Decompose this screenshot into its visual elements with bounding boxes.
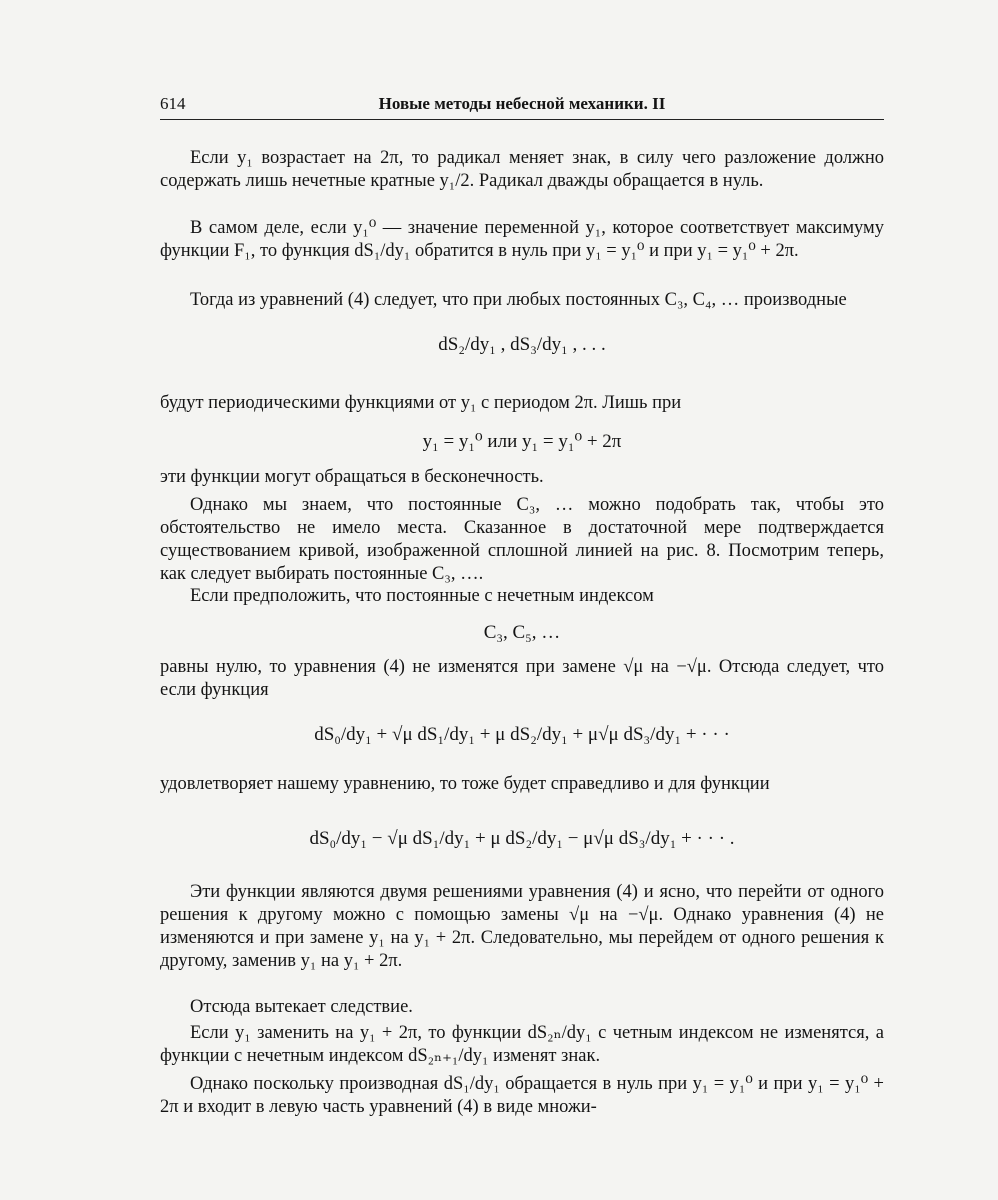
paragraph-9: удовлетворяет нашему уравнению, то тоже будет справедливо и для функции xyxy=(160,774,770,794)
paragraph-3: Тогда из уравнений (4) следует, что при любых постоянных C₃, C₄, … производные xyxy=(190,290,847,310)
paragraph-1: Если y₁ возрастает на 2π, то радикал меняет знак, в силу чего разложение должно содержать лишь нечетные кратные y₁/2. Радикал дважды обращается в нуль. xyxy=(160,148,884,191)
paragraph-13: Однако поскольку производная dS₁/dy₁ обращается в нуль при y₁ = y₁⁰ и при y₁ = y₁⁰ + 2π и входит в левую часть уравнений (4) в виде множи- xyxy=(160,1074,884,1117)
header-rule xyxy=(160,119,884,120)
formula-derivatives: dS₂/dy₁ , dS₃/dy₁ , . . . xyxy=(438,334,606,355)
page-number: 614 xyxy=(160,94,186,113)
paragraph-6: Однако мы знаем, что постоянные C₃, … можно подобрать так, чтобы это обстоятельство не имело места. Сказанное в достаточной мере подтверждается существованием кривой, изображенной сплошной линией на рис. 8. Посмотрим теперь, как следует выбирать постоянные C₃, …. xyxy=(160,495,884,584)
formula-series-plus: dS₀/dy₁ + √μ dS₁/dy₁ + μ dS₂/dy₁ + μ√μ dS₃/dy₁ + · · · xyxy=(314,724,730,745)
running-title: Новые методы небесной механики. II xyxy=(378,94,666,113)
formula-odd-constants: C₃, C₅, … xyxy=(483,622,561,643)
paragraph-11: Отсюда вытекает следствие. xyxy=(190,997,413,1017)
paragraph-5: эти функции могут обращаться в бесконечность. xyxy=(160,467,544,487)
running-header xyxy=(160,94,884,116)
paragraph-8: равны нулю, то уравнения (4) не изменятся при замене √μ на −√μ. Отсюда следует, что если функция xyxy=(160,657,884,700)
formula-singular-points: y₁ = y₁⁰ или y₁ = y₁⁰ + 2π xyxy=(422,431,622,452)
paragraph-7: Если предположить, что постоянные с нечетным индексом xyxy=(190,586,654,606)
formula-series-minus: dS₀/dy₁ − √μ dS₁/dy₁ + μ dS₂/dy₁ − μ√μ dS₃/dy₁ + · · · . xyxy=(309,828,735,849)
paragraph-4: будут периодическими функциями от y₁ с периодом 2π. Лишь при xyxy=(160,393,682,413)
paragraph-2: В самом деле, если y₁⁰ — значение переменной y₁, которое соответствует максимуму функции F₁, то функция dS₁/dy₁ обратится в нуль при y₁ = y₁⁰ и при y₁ = y₁⁰ + 2π. xyxy=(160,218,884,261)
paragraph-12: Если y₁ заменить на y₁ + 2π, то функции dS₂ₙ/dy₁ с четным индексом не изменятся, а функции с нечетным индексом dS₂ₙ₊₁/dy₁ изменят знак. xyxy=(160,1023,884,1066)
paragraph-10: Эти функции являются двумя решениями уравнения (4) и ясно, что перейти от одного решения к другому можно с помощью замены √μ на −√μ. Однако уравнения (4) не изменяются и при замене y₁ на y₁ + 2π. Следовательно, мы перейдем от одного решения к другому, заменив y₁ на y₁ + 2π. xyxy=(160,882,884,971)
